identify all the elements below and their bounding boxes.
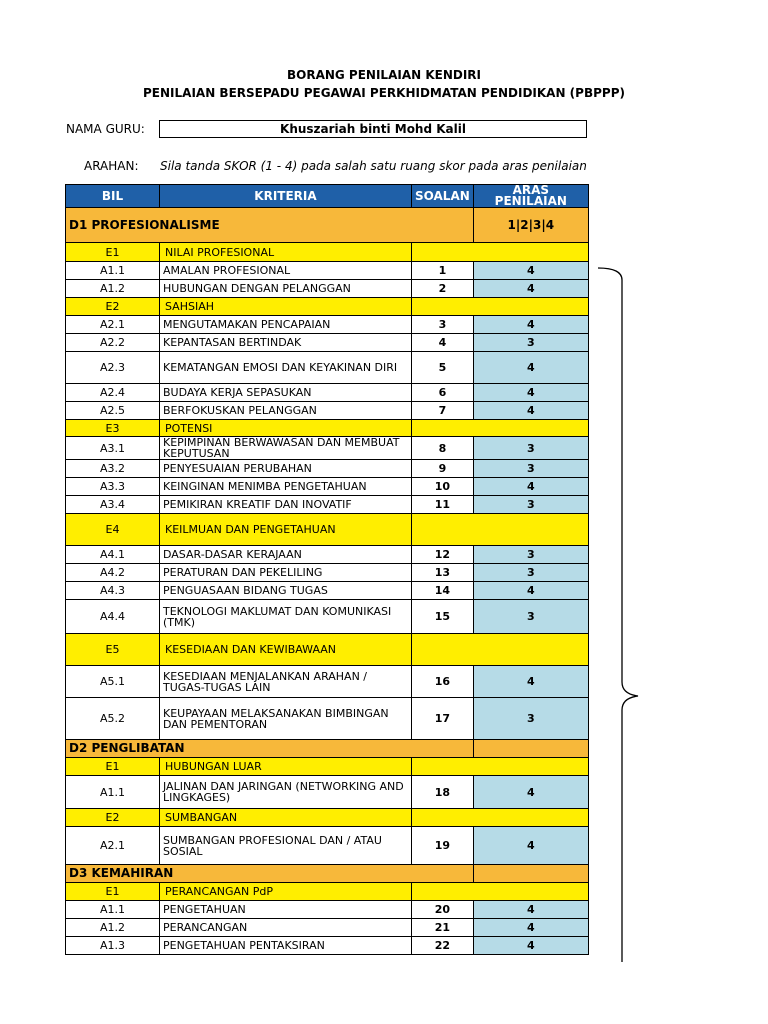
subsection-title: NILAI PROFESIONAL (160, 243, 412, 262)
table-row (66, 262, 589, 280)
row-score-cell[interactable]: 4 (473, 280, 588, 298)
table-row (66, 546, 589, 564)
row-score-cell[interactable]: 4 (473, 352, 588, 384)
row-soalan: 20 (412, 901, 474, 919)
subsection-code: E2 (66, 298, 160, 316)
section-row (66, 865, 589, 883)
row-kriteria: BERFOKUSKAN PELANGGAN (160, 402, 412, 420)
subsection-code: E2 (66, 809, 160, 827)
subsection-code: E1 (66, 883, 160, 901)
subsection-code: E3 (66, 420, 160, 437)
section-title: D2 PENGLIBATAN (66, 740, 474, 758)
row-soalan: 12 (412, 546, 474, 564)
subsection-empty (412, 634, 589, 666)
header-kriteria: KRITERIA (160, 185, 412, 208)
arahan-text: Sila tanda SKOR (1 - 4) pada salah satu ruang skor pada aras penilaian (160, 159, 587, 173)
row-score-cell[interactable]: 3 (473, 460, 588, 478)
row-soalan: 18 (412, 776, 474, 809)
row-kriteria: PEMIKIRAN KREATIF DAN INOVATIF (160, 496, 412, 514)
table-row (66, 827, 589, 865)
subsection-empty (412, 758, 589, 776)
row-score-cell[interactable]: 4 (473, 316, 588, 334)
table-row (66, 582, 589, 600)
row-kriteria: PENGETAHUAN (160, 901, 412, 919)
row-bil: A2.1 (66, 827, 160, 865)
table-row (66, 384, 589, 402)
row-soalan: 22 (412, 937, 474, 955)
table-row (66, 437, 589, 460)
table-row (66, 334, 589, 352)
row-soalan: 7 (412, 402, 474, 420)
row-soalan: 19 (412, 827, 474, 865)
table-row (66, 402, 589, 420)
row-bil: A1.1 (66, 776, 160, 809)
row-kriteria: PERANCANGAN (160, 919, 412, 937)
row-bil: A2.2 (66, 334, 160, 352)
header-soalan: SOALAN (412, 185, 474, 208)
form-title: BORANG PENILAIAN KENDIRI (286, 68, 482, 82)
row-bil: A4.1 (66, 546, 160, 564)
row-kriteria: SUMBANGAN PROFESIONAL DAN / ATAU SOSIAL (160, 827, 412, 865)
subsection-row (66, 758, 589, 776)
row-soalan: 11 (412, 496, 474, 514)
table-row (66, 666, 589, 698)
row-bil: A1.1 (66, 262, 160, 280)
row-kriteria: PENYESUAIAN PERUBAHAN (160, 460, 412, 478)
row-score-cell[interactable]: 3 (473, 546, 588, 564)
table-row (66, 352, 589, 384)
row-kriteria: TEKNOLOGI MAKLUMAT DAN KOMUNIKASI (TMK) (160, 600, 412, 634)
row-soalan: 9 (412, 460, 474, 478)
row-kriteria: PERATURAN DAN PEKELILING (160, 564, 412, 582)
subsection-title: SUMBANGAN (160, 809, 412, 827)
row-bil: A4.4 (66, 600, 160, 634)
subsection-empty (412, 514, 589, 546)
subsection-title: KESEDIAAN DAN KEWIBAWAAN (160, 634, 412, 666)
row-soalan: 4 (412, 334, 474, 352)
table-row (66, 698, 589, 740)
table-row (66, 478, 589, 496)
subsection-empty (412, 883, 589, 901)
nama-guru-label: NAMA GURU: (66, 122, 145, 136)
subsection-row (66, 883, 589, 901)
subsection-code: E1 (66, 758, 160, 776)
assessment-table (65, 184, 589, 955)
row-bil: A1.2 (66, 919, 160, 937)
row-score-cell[interactable]: 4 (473, 901, 588, 919)
section-title: D1 PROFESIONALISME (66, 208, 474, 243)
row-score-cell[interactable]: 3 (473, 698, 588, 740)
row-score-cell[interactable]: 3 (473, 564, 588, 582)
row-score-cell[interactable]: 4 (473, 827, 588, 865)
subsection-row (66, 514, 589, 546)
section-row (66, 740, 589, 758)
table-header-row (66, 185, 589, 208)
row-soalan: 8 (412, 437, 474, 460)
row-kriteria: KESEDIAAN MENJALANKAN ARAHAN / TUGAS-TUGAS LAIN (160, 666, 412, 698)
subsection-code: E4 (66, 514, 160, 546)
subsection-title: HUBUNGAN LUAR (160, 758, 412, 776)
subsection-row (66, 634, 589, 666)
row-bil: A1.2 (66, 280, 160, 298)
nama-guru-field[interactable]: Khuszariah binti Mohd Kalil (159, 120, 587, 138)
table-row (66, 460, 589, 478)
row-kriteria: MENGUTAMAKAN PENCAPAIAN (160, 316, 412, 334)
table-row (66, 937, 589, 955)
row-soalan: 13 (412, 564, 474, 582)
row-bil: A1.3 (66, 937, 160, 955)
row-kriteria: KEINGINAN MENIMBA PENGETAHUAN (160, 478, 412, 496)
subsection-code: E5 (66, 634, 160, 666)
row-bil: A3.1 (66, 437, 160, 460)
row-score-cell[interactable]: 4 (473, 666, 588, 698)
score-scale: 1|2|3|4 (473, 208, 588, 243)
table-row (66, 496, 589, 514)
row-kriteria: HUBUNGAN DENGAN PELANGGAN (160, 280, 412, 298)
row-soalan: 14 (412, 582, 474, 600)
row-kriteria: DASAR-DASAR KERAJAAN (160, 546, 412, 564)
form-subtitle: PENILAIAN BERSEPADU PEGAWAI PERKHIDMATAN PENDIDIKAN (PBPPP) (143, 86, 625, 100)
row-soalan: 15 (412, 600, 474, 634)
score-scale (473, 865, 588, 883)
subsection-row (66, 243, 589, 262)
subsection-empty (412, 243, 589, 262)
row-kriteria: KEMATANGAN EMOSI DAN KEYAKINAN DIRI (160, 352, 412, 384)
table-row (66, 901, 589, 919)
row-soalan: 1 (412, 262, 474, 280)
row-soalan: 17 (412, 698, 474, 740)
subsection-row (66, 298, 589, 316)
row-bil: A2.3 (66, 352, 160, 384)
row-score-cell[interactable]: 4 (473, 937, 588, 955)
row-bil: A5.2 (66, 698, 160, 740)
row-kriteria: KEPANTASAN BERTINDAK (160, 334, 412, 352)
subsection-title: SAHSIAH (160, 298, 412, 316)
row-kriteria: KEUPAYAAN MELAKSANAKAN BIMBINGAN DAN PEMENTORAN (160, 698, 412, 740)
score-scale (473, 740, 588, 758)
table-row (66, 316, 589, 334)
row-score-cell[interactable]: 4 (473, 776, 588, 809)
row-soalan: 6 (412, 384, 474, 402)
row-soalan: 2 (412, 280, 474, 298)
row-soalan: 10 (412, 478, 474, 496)
row-score-cell[interactable]: 4 (473, 919, 588, 937)
arahan-label: ARAHAN: (84, 159, 139, 173)
row-soalan: 21 (412, 919, 474, 937)
row-bil: A2.1 (66, 316, 160, 334)
table-row (66, 776, 589, 809)
subsection-title: PERANCANGAN PdP (160, 883, 412, 901)
row-score-cell[interactable]: 4 (473, 478, 588, 496)
row-kriteria: PENGUASAAN BIDANG TUGAS (160, 582, 412, 600)
subsection-row (66, 809, 589, 827)
subsection-empty (412, 420, 589, 437)
row-soalan: 5 (412, 352, 474, 384)
row-score-cell[interactable]: 4 (473, 262, 588, 280)
row-score-cell[interactable]: 3 (473, 496, 588, 514)
table-row (66, 919, 589, 937)
row-score-cell[interactable]: 4 (473, 582, 588, 600)
row-score-cell[interactable]: 4 (473, 402, 588, 420)
row-bil: A3.4 (66, 496, 160, 514)
row-bil: A1.1 (66, 901, 160, 919)
table-row (66, 280, 589, 298)
brace-path (598, 268, 638, 962)
table-row (66, 600, 589, 634)
subsection-empty (412, 298, 589, 316)
row-kriteria: PENGETAHUAN PENTAKSIRAN (160, 937, 412, 955)
row-bil: A4.2 (66, 564, 160, 582)
row-bil: A4.3 (66, 582, 160, 600)
row-score-cell[interactable]: 3 (473, 334, 588, 352)
table-row (66, 564, 589, 582)
row-soalan: 16 (412, 666, 474, 698)
right-curly-brace (598, 262, 648, 962)
row-bil: A5.1 (66, 666, 160, 698)
header-bil: BIL (66, 185, 160, 208)
row-bil: A3.3 (66, 478, 160, 496)
subsection-code: E1 (66, 243, 160, 262)
subsection-title: POTENSI (160, 420, 412, 437)
row-soalan: 3 (412, 316, 474, 334)
row-score-cell[interactable]: 3 (473, 437, 588, 460)
row-bil: A2.4 (66, 384, 160, 402)
subsection-title: KEILMUAN DAN PENGETAHUAN (160, 514, 412, 546)
subsection-empty (412, 809, 589, 827)
row-kriteria: BUDAYA KERJA SEPASUKAN (160, 384, 412, 402)
row-bil: A3.2 (66, 460, 160, 478)
row-score-cell[interactable]: 4 (473, 384, 588, 402)
row-bil: A2.5 (66, 402, 160, 420)
row-score-cell[interactable]: 3 (473, 600, 588, 634)
row-kriteria: KEPIMPINAN BERWAWASAN DAN MEMBUAT KEPUTUSAN (160, 437, 412, 460)
row-kriteria: AMALAN PROFESIONAL (160, 262, 412, 280)
subsection-row (66, 420, 589, 437)
section-row (66, 208, 589, 243)
header-aras-penilaian: ARAS PENILAIAN (473, 185, 588, 208)
row-kriteria: JALINAN DAN JARINGAN (NETWORKING AND LINGKAGES) (160, 776, 412, 809)
section-title: D3 KEMAHIRAN (66, 865, 474, 883)
